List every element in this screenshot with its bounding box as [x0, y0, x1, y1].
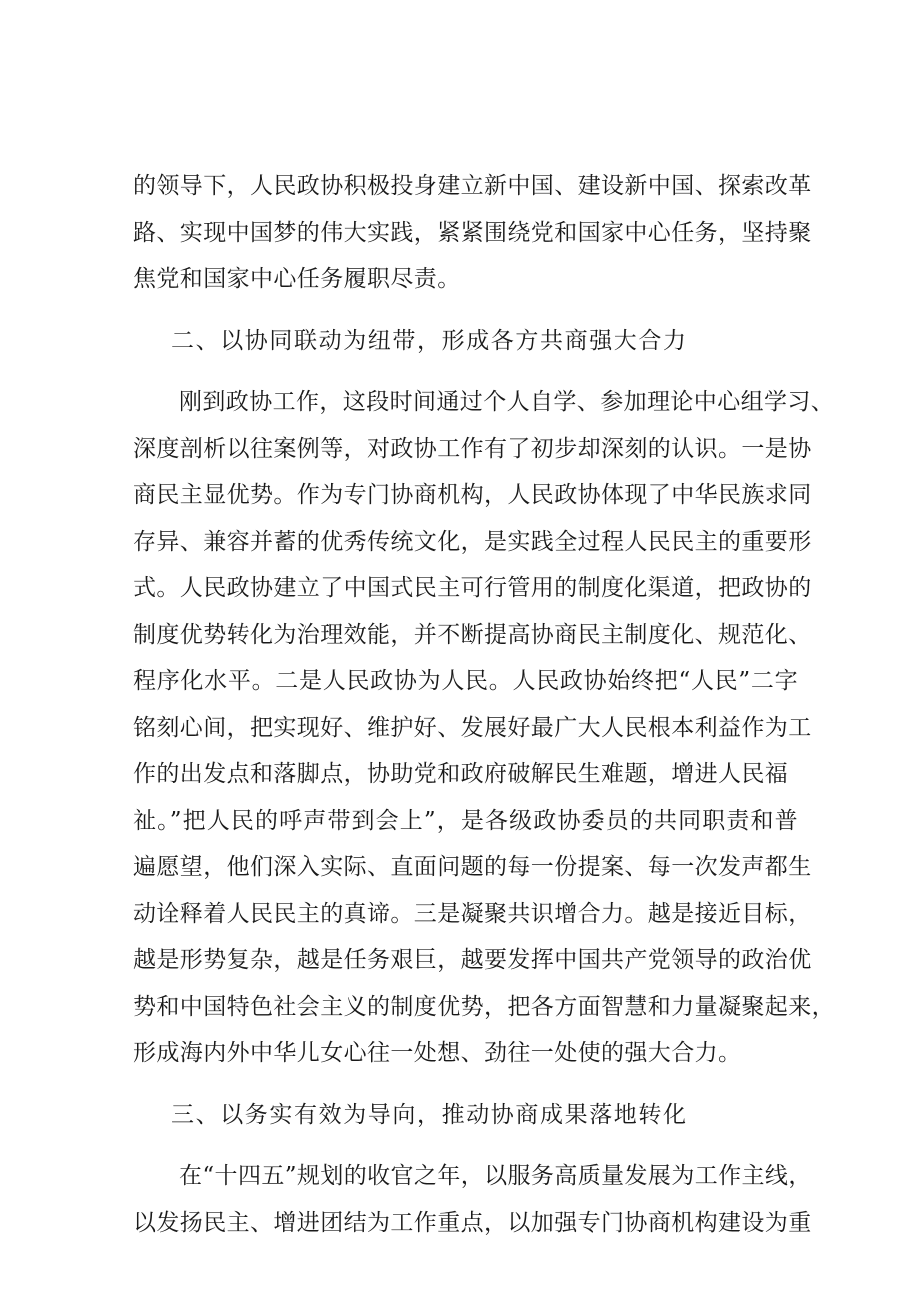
paragraph-line: 作的出发点和落脚点，协助党和政府破解民生难题，增进人民福: [133, 761, 789, 787]
paragraph-line: 深度剖析以往案例等，对政协工作有了初步却深刻的认识。一是协: [133, 435, 812, 462]
paragraph-line: 程序化水平。二是人民政协为人民。人民政协始终把“人民”二字: [133, 668, 798, 694]
paragraph-line: 在“十四五”规划的收官之年，以服务高质量发展为工作主线，: [179, 1163, 812, 1189]
paragraph-line: 越是形势复杂，越是任务艰巨，越要发挥中国共产党领导的政治优: [133, 947, 812, 973]
paragraph-3: [133, 1153, 812, 1246]
paragraph-line: 的领导下，人民政协积极投身建立新中国、建设新中国、探索改革: [133, 173, 812, 199]
paragraph-line: 铭刻心间，把实现好、维护好、发展好最广大人民根本利益作为工: [133, 714, 812, 741]
paragraph-line: 商民主显优势。作为专门协商机构，人民政协体现了中华民族求同: [133, 482, 812, 508]
paragraph-line: 遍愿望，他们深入实际、直面问题的每一份提案、每一次发声都生: [133, 854, 812, 880]
paragraph-line: 以发扬民主、增进团结为工作重点，以加强专门协商机构建设为重: [133, 1209, 812, 1236]
paragraph-line: 式。人民政协建立了中国式民主可行管用的制度化渠道，把政协的: [133, 575, 812, 601]
paragraph-line: 祉。”把人民的呼声带到会上”，是各级政协委员的共同职责和普: [133, 807, 798, 834]
document-body: [133, 163, 835, 1246]
paragraph-line: 焦党和国家中心任务履职尽责。: [133, 266, 461, 292]
paragraph-1: [133, 163, 812, 303]
paragraph-line: 刚到政协工作，这段时间通过个人自学、参加理论中心组学习、: [179, 389, 835, 415]
paragraph-line: 动诠释着人民民主的真谛。三是凝聚共识增合力。越是接近目标，: [133, 900, 812, 927]
paragraph-2: [133, 379, 835, 1077]
paragraph-line: 路、实现中国梦的伟大实践，紧紧围绕党和国家中心任务，坚持聚: [133, 219, 812, 246]
paragraph-line: 势和中国特色社会主义的制度优势，把各方面智慧和力量凝聚起来，: [133, 993, 835, 1020]
section-heading-3: 三、以务实有效为导向，推动协商成果落地转化: [171, 1101, 688, 1128]
section-heading-2: 二、以协同联动为纽带，形成各方共商强大合力: [171, 327, 688, 354]
paragraph-line: 形成海内外中华儿女心往一处想、劲往一处使的强大合力。: [133, 1040, 742, 1066]
paragraph-line: 制度优势转化为治理效能，并不断提高协商民主制度化、规范化、: [133, 621, 812, 648]
paragraph-line: 存异、兼容并蓄的优秀传统文化，是实践全过程人民民主的重要形: [133, 528, 812, 555]
